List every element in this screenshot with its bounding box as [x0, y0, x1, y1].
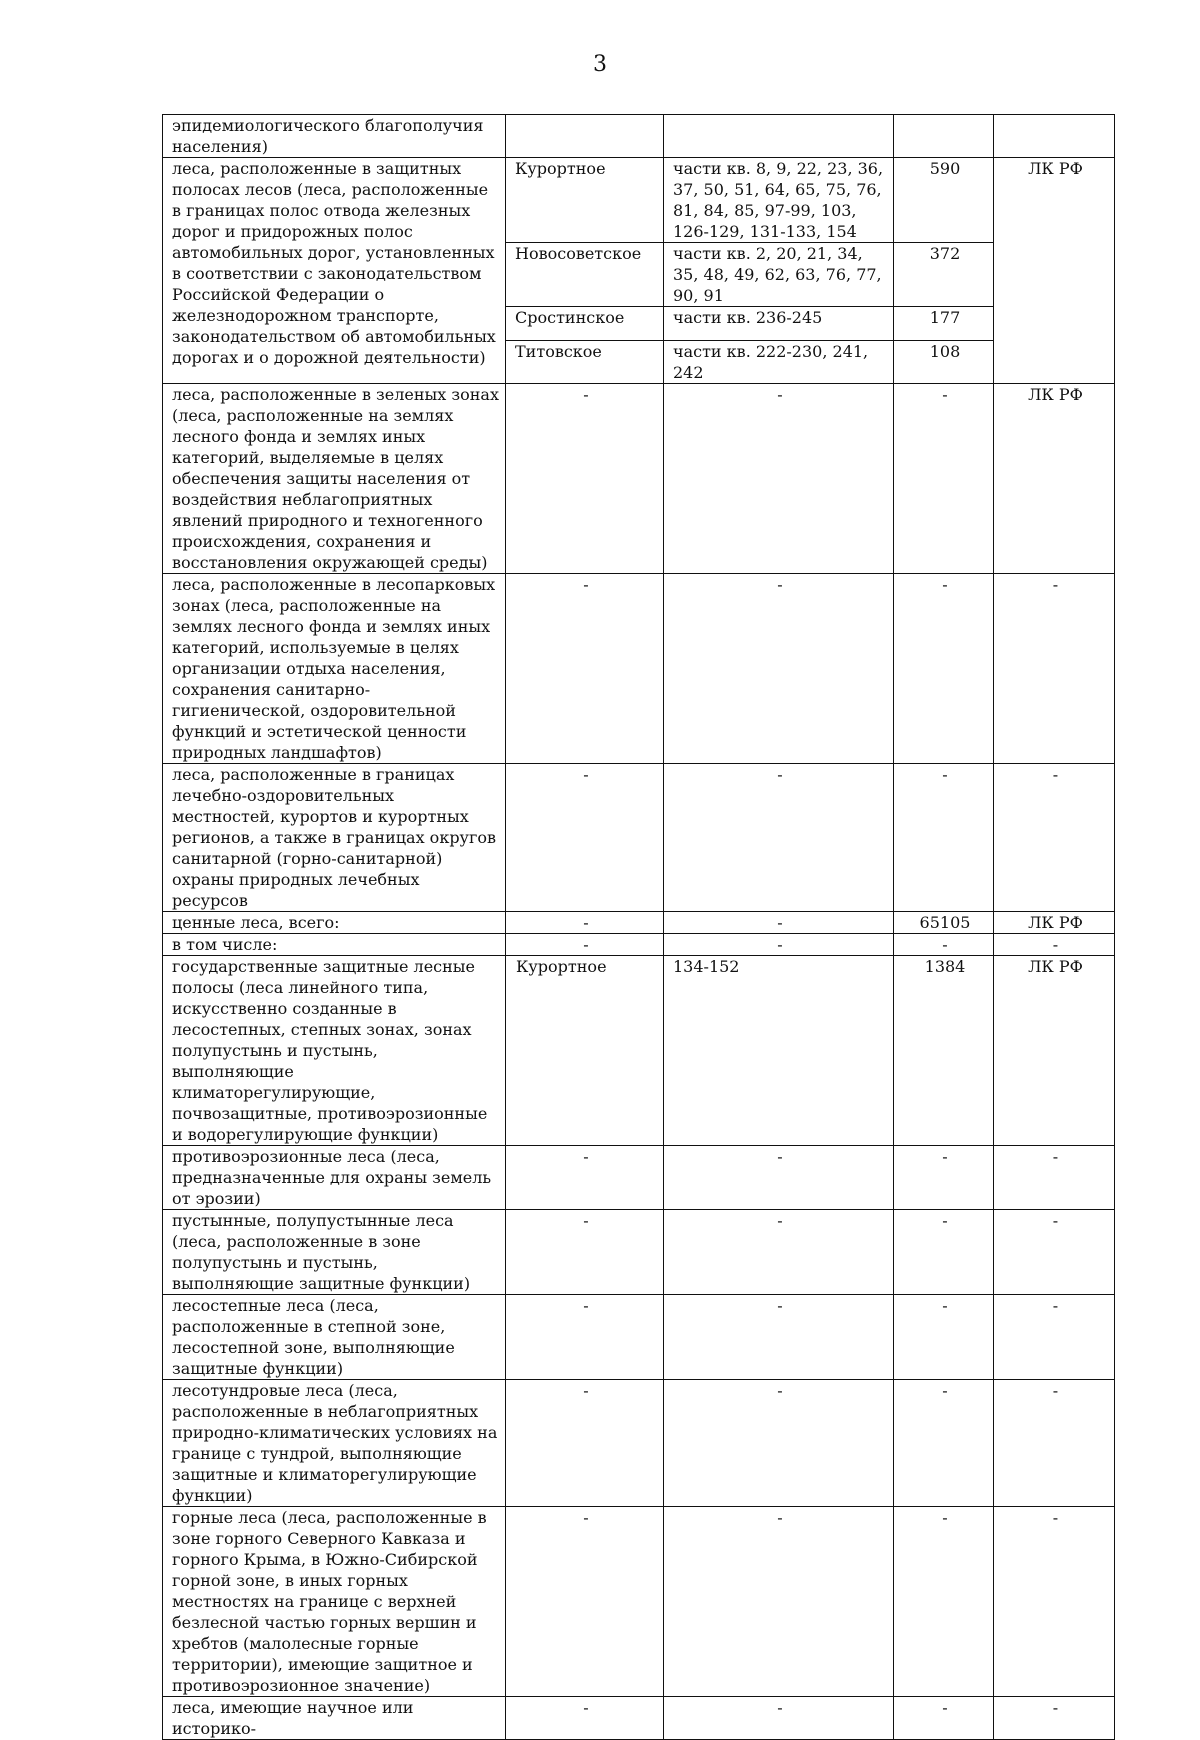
area-cell: - [894, 1295, 994, 1380]
category-cell: эпидемиологического благополучия населения) [163, 115, 506, 158]
area-cell: 108 [894, 341, 994, 384]
quarters-cell: - [664, 1507, 894, 1697]
category-cell: леса, расположенные в защитных полосах лесов (леса, расположенные в границах полос отвода железных дорог и придорожных полос автомобильных дорог, установленных в соответствии с законодательством Российской Федерации о железнодорожном транспорте, законодательством об автомобильных дорогах и о дорожной деятельности) [163, 158, 506, 384]
quarters-cell: - [664, 1210, 894, 1295]
quarters-cell: - [664, 384, 894, 574]
category-cell: противоэрозионные леса (леса, предназначенные для охраны земель от эрозии) [163, 1146, 506, 1210]
basis-cell: ЛК РФ [994, 384, 1115, 574]
basis-cell: - [994, 574, 1115, 764]
forestry-cell: - [506, 1697, 664, 1740]
quarters-cell: - [664, 574, 894, 764]
quarters-cell: - [664, 764, 894, 912]
basis-cell: - [994, 1697, 1115, 1740]
basis-cell: - [994, 934, 1115, 956]
forestry-cell: - [506, 1210, 664, 1295]
forestry-cell [506, 115, 664, 158]
table-row [163, 1146, 1115, 1210]
basis-cell: - [994, 1146, 1115, 1210]
basis-cell: - [994, 1295, 1115, 1380]
table-row [163, 1295, 1115, 1380]
quarters-cell: - [664, 1295, 894, 1380]
table-row [163, 158, 1115, 243]
quarters-cell [664, 115, 894, 158]
category-cell: лесостепные леса (леса, расположенные в степной зоне, лесостепной зоне, выполняющие защитные функции) [163, 1295, 506, 1380]
forestry-cell: - [506, 912, 664, 934]
area-cell: - [894, 1507, 994, 1697]
quarters-cell: - [664, 1697, 894, 1740]
quarters-cell: части кв. 236-245 [664, 307, 894, 341]
table-row [163, 1697, 1115, 1740]
category-cell: пустынные, полупустынные леса (леса, расположенные в зоне полупустынь и пустынь, выполняющие защитные функции) [163, 1210, 506, 1295]
category-cell: государственные защитные лесные полосы (леса линейного типа, искусственно созданные в лесостепных, степных зонах, зонах полупустынь и пустынь, выполняющие климаторегулирующие, почвозащитные, противоэрозионные и водорегулирующие функции) [163, 956, 506, 1146]
table-row [163, 764, 1115, 912]
basis-cell [994, 115, 1115, 158]
category-cell: леса, расположенные в границах лечебно-оздоровительных местностей, курортов и курортных регионов, а также в границах округов санитарной (горно-санитарной) охраны природных лечебных ресурсов [163, 764, 506, 912]
quarters-cell: - [664, 912, 894, 934]
area-cell: 177 [894, 307, 994, 341]
area-cell: 65105 [894, 912, 994, 934]
table-row [163, 956, 1115, 1146]
basis-cell: ЛК РФ [994, 158, 1115, 384]
forestry-cell: - [506, 934, 664, 956]
forestry-cell: Курортное [506, 956, 664, 1146]
forestry-cell: - [506, 1146, 664, 1210]
forestry-cell: - [506, 764, 664, 912]
forestry-cell: - [506, 574, 664, 764]
forestry-cell: - [506, 384, 664, 574]
quarters-cell: - [664, 1380, 894, 1507]
basis-cell: ЛК РФ [994, 912, 1115, 934]
area-cell: - [894, 934, 994, 956]
page-number: 3 [593, 52, 607, 77]
area-cell: - [894, 1210, 994, 1295]
area-cell: 590 [894, 158, 994, 243]
area-cell: - [894, 1146, 994, 1210]
category-cell: леса, имеющие научное или историко- [163, 1697, 506, 1740]
area-cell: - [894, 1380, 994, 1507]
quarters-cell: - [664, 934, 894, 956]
forestry-cell: Курортное [506, 158, 664, 243]
area-cell: - [894, 1697, 994, 1740]
forest-category-table [162, 114, 1115, 1740]
forestry-cell: - [506, 1507, 664, 1697]
area-cell: 372 [894, 243, 994, 307]
quarters-cell: части кв. 2, 20, 21, 34, 35, 48, 49, 62, 63, 76, 77, 90, 91 [664, 243, 894, 307]
quarters-cell: части кв. 8, 9, 22, 23, 36, 37, 50, 51, 64, 65, 75, 76, 81, 84, 85, 97-99, 103, 126-129, 131-133, 154 [664, 158, 894, 243]
basis-cell: - [994, 1380, 1115, 1507]
category-cell: горные леса (леса, расположенные в зоне горного Северного Кавказа и горного Крыма, в Южно-Сибирской горной зоне, в иных горных местностях на границе с верхней безлесной частью горных вершин и хребтов (малолесные горные территории), имеющие защитное и противоэрозионное значение) [163, 1507, 506, 1697]
category-cell: в том числе: [163, 934, 506, 956]
forestry-cell: - [506, 1380, 664, 1507]
category-cell: лесотундровые леса (леса, расположенные в неблагоприятных природно-климатических условиях на границе с тундрой, выполняющие защитные и климаторегулирующие функции) [163, 1380, 506, 1507]
forestry-cell: Новосоветское [506, 243, 664, 307]
table-row [163, 1507, 1115, 1697]
category-cell: леса, расположенные в лесопарковых зонах (леса, расположенные на землях лесного фонда и землях иных категорий, используемые в целях организации отдыха населения, сохранения санитарно-гигиенической, оздоровительной функций и эстетической ценности природных ландшафтов) [163, 574, 506, 764]
basis-cell: ЛК РФ [994, 956, 1115, 1146]
quarters-cell: - [664, 1146, 894, 1210]
forestry-cell: Сростинское [506, 307, 664, 341]
table-row [163, 934, 1115, 956]
area-cell: - [894, 384, 994, 574]
table-row [163, 912, 1115, 934]
basis-cell: - [994, 1507, 1115, 1697]
quarters-cell: 134-152 [664, 956, 894, 1146]
forestry-cell: Титовское [506, 341, 664, 384]
basis-cell: - [994, 764, 1115, 912]
category-cell: леса, расположенные в зеленых зонах (леса, расположенные на землях лесного фонда и землях иных категорий, выделяемые в целях обеспечения защиты населения от воздействия неблагоприятных явлений природного и техногенного происхождения, сохранения и восстановления окружающей среды) [163, 384, 506, 574]
area-cell: - [894, 764, 994, 912]
table-row [163, 1380, 1115, 1507]
area-cell: 1384 [894, 956, 994, 1146]
category-cell: ценные леса, всего: [163, 912, 506, 934]
quarters-cell: части кв. 222-230, 241, 242 [664, 341, 894, 384]
forestry-cell: - [506, 1295, 664, 1380]
area-cell: - [894, 574, 994, 764]
table-row [163, 384, 1115, 574]
area-cell [894, 115, 994, 158]
table-row [163, 115, 1115, 158]
table-row [163, 574, 1115, 764]
basis-cell: - [994, 1210, 1115, 1295]
table-row [163, 1210, 1115, 1295]
